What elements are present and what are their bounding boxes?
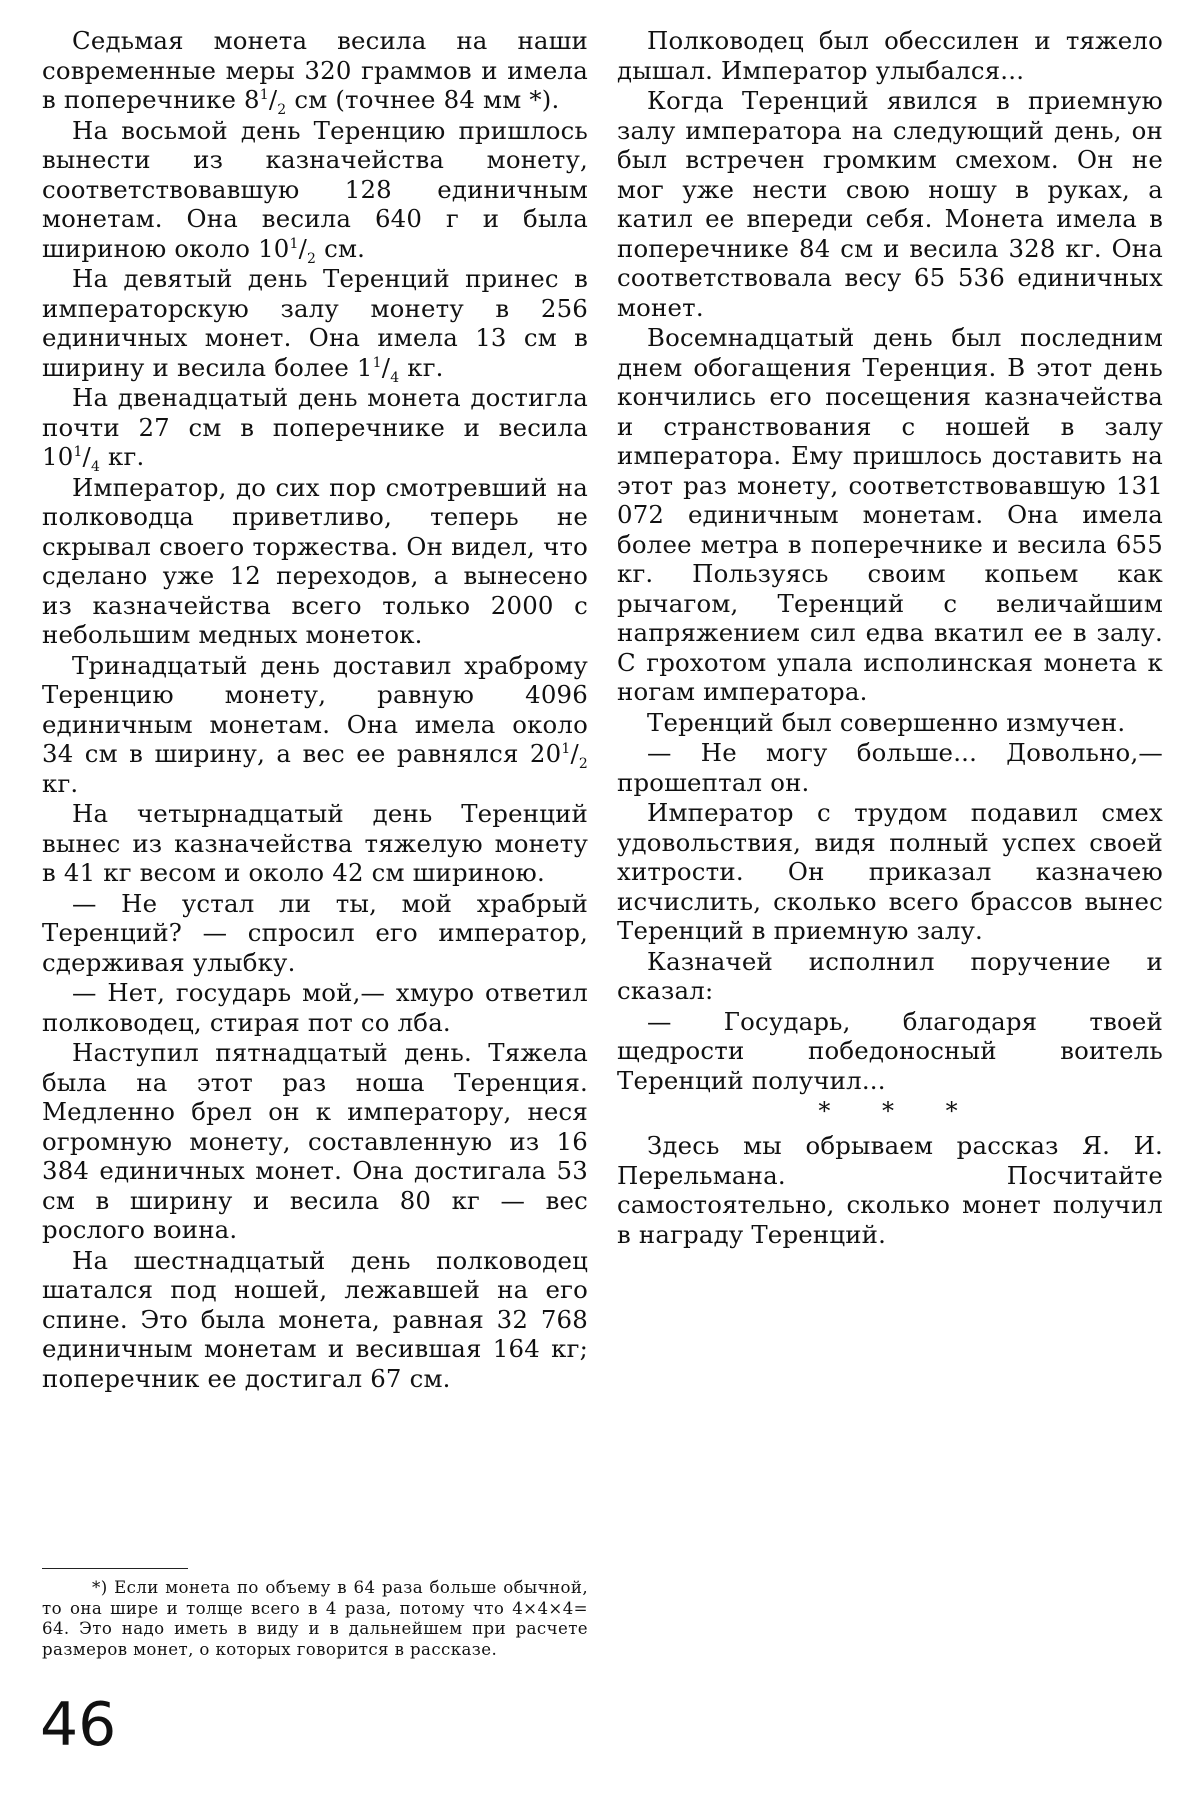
fraction-denominator: 2 bbox=[578, 755, 588, 772]
fraction-numerator: 1 bbox=[372, 354, 382, 371]
paragraph: Наступил пятнадцатый день. Тяжела была на этот раз ноша Теренция. Медленно брел он к императору, неся огромную монету, составленную из 16 384 единичных монет. Она достигала 53 см в ширину и весила 80 кг — вес рослого воина. bbox=[42, 1038, 588, 1244]
footnote-divider bbox=[42, 1568, 188, 1569]
paragraph-text: На двенадцатый день монета достигла почти 27 см в поперечнике и весила 10 bbox=[42, 383, 588, 471]
fraction-numerator: 1 bbox=[259, 86, 269, 103]
fraction: $^1/_2$ bbox=[259, 85, 287, 118]
fraction-denominator: 4 bbox=[390, 369, 400, 386]
fraction-denominator: 2 bbox=[307, 250, 317, 267]
paragraph: Теренций был совершенно измучен. bbox=[647, 707, 1126, 737]
fraction: $^1/_4$ bbox=[73, 442, 101, 475]
paragraph: Здесь мы обрываем рассказ Я. И. Перельмана. Посчитайте самостоятельно, сколько монет получил в награду Теренций. bbox=[617, 1131, 1163, 1249]
paragraph: Восемнадцатый день был последним днем обогащения Теренция. В этот день кончились его посещения казначейства и странствования с ношей в залу императора. Ему пришлось доставить на этот раз монету, соответствовавшую 131 072 единичным монетам. Она имела более метра в поперечнике и весила 655 кг. Пользуясь своим копьем как рычагом, Теренций с величайшим напряжением сил едва вкатил ее в залу. С грохотом упала исполинская монета к ногам императора. bbox=[617, 323, 1163, 706]
paragraph-text: Тринадцатый день доставил храброму Теренцию монету, равную 4096 единичным монетам. Она имела около 34 см в ширину, а вес ее равнялся 20 bbox=[42, 650, 588, 768]
footnote-text: Если монета по объему в 64 раза больше обычной, то она шире и толще всего в 4 раза, потому что 4×4×4= 64. Это надо иметь в виду и в дальнейшем при расчете размеров монет, о которых говорится в рассказе. bbox=[42, 1578, 588, 1659]
fraction-numerator: 1 bbox=[289, 235, 299, 252]
dialog-line: — Нет, государь мой,— хмуро ответил полководец, стирая пот со лба. bbox=[42, 978, 588, 1037]
paragraph bbox=[42, 264, 588, 386]
paragraph: Когда Теренций явился в приемную залу императора на следующий день, он был встречен громким смехом. Он не мог уже нести свою ношу в руках, а катил ее впереди себя. Монета имела в поперечнике 84 см и весила 328 кг. Она соответствовала весу 65 536 единичных монет. bbox=[617, 86, 1163, 322]
fraction-denominator: 2 bbox=[277, 101, 287, 118]
paragraph: Полководец был обессилен и тяжело дышал. Император улыбался... bbox=[617, 26, 1163, 85]
paragraph-text: кг. bbox=[42, 768, 79, 798]
paragraph: Император, до сих пор смотревший на полководца приветливо, теперь не скрывал своего торжества. Он видел, что сделано уже 12 переходов, а вынесено из казначейства всего только 2000 с небольшим медных монеток. bbox=[42, 472, 588, 649]
paragraph: На шестнадцатый день полководец шатался под ношей, лежавшей на его спине. Это была монета, равная 32 768 единичным монетам и весившая 164 кг; поперечник ее достигал 67 см. bbox=[42, 1245, 588, 1393]
section-break-asterisks: * * * bbox=[818, 1097, 980, 1125]
paragraph bbox=[42, 651, 588, 799]
paragraph-text: см (точнее 84 мм *). bbox=[286, 85, 560, 114]
footnote-mark: *) bbox=[92, 1578, 108, 1597]
paragraph: Император с трудом подавил смех удовольствия, видя полный успех своей хитрости. Он приказал казначею исчислить, сколько всего брассов вынес Теренций в приемную залу. bbox=[617, 798, 1163, 945]
paragraph-text: На девятый день Теренций принес в императорскую залу монету в 256 единичных монет. Она имела 13 см в ширину и весила более 1 bbox=[42, 264, 588, 382]
page-number: 46 bbox=[40, 1690, 117, 1760]
fraction: $^1/_2$ bbox=[561, 739, 588, 772]
footnote bbox=[42, 1578, 588, 1660]
fraction: $^1/_4$ bbox=[372, 352, 400, 386]
dialog-line: — Не устал ли ты, мой храбрый Теренций? — спросил его император, сдерживая улыбку. bbox=[42, 888, 588, 977]
paragraph bbox=[42, 26, 588, 118]
fraction-numerator: 1 bbox=[73, 443, 83, 460]
fraction-denominator: 4 bbox=[90, 458, 101, 475]
paragraph: На четырнадцатый день Теренций вынес из казначейства тяжелую монету в 41 кг весом и около 42 см шириною. bbox=[42, 799, 588, 887]
dialog-line: — Государь, благодаря твоей щедрости победоносный воитель Теренций получил... bbox=[617, 1006, 1163, 1095]
paragraph bbox=[42, 115, 588, 267]
paragraph-text: На восьмой день Теренцию пришлось вынести из казначейства монету, соответствовавшую 128 единичным монетам. Она весила 640 г и была шириною около 10 bbox=[42, 115, 588, 263]
left-text-column bbox=[42, 26, 588, 1394]
fraction: $^1/_2$ bbox=[289, 233, 317, 267]
paragraph: Казначей исполнил поручение и сказал: bbox=[617, 946, 1163, 1005]
dialog-line: — Не могу больше... Довольно,— прошептал он. bbox=[617, 738, 1163, 797]
fraction-numerator: 1 bbox=[561, 740, 571, 757]
paragraph-text: кг. bbox=[100, 442, 145, 471]
paragraph-text: кг. bbox=[399, 352, 444, 382]
paragraph-text: Седьмая монета весила на наши современные меры 320 граммов и имела в поперечнике 8 bbox=[42, 26, 588, 114]
right-text-column bbox=[617, 26, 1163, 1250]
paragraph-text: см. bbox=[316, 233, 366, 263]
paragraph bbox=[42, 383, 588, 475]
